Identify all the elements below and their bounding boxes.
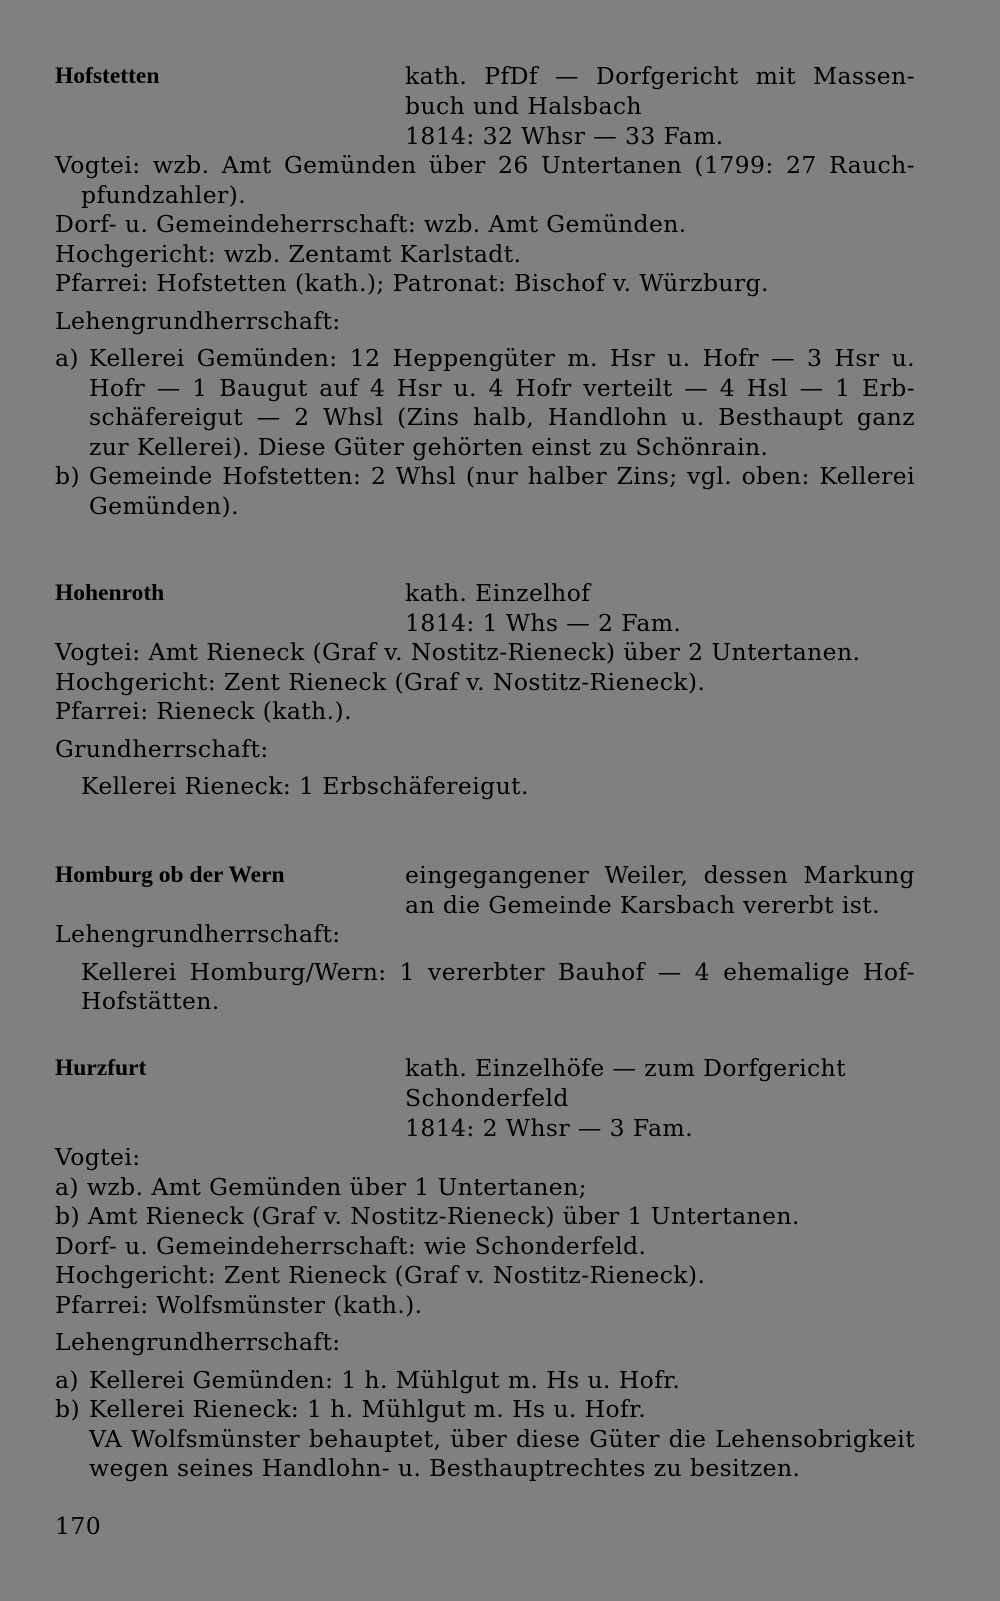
summary-line: 1814: 2 Whsr — 3 Fam.: [405, 1114, 693, 1142]
pfarrei-line: Pfarrei: Rieneck (kath.).: [55, 697, 352, 725]
summary-line: kath. PfDf — Dorfgericht mit Massen-: [405, 62, 915, 90]
place-summary: [405, 578, 915, 638]
grundherrschaft-title: Lehengrundherrschaft:: [55, 920, 341, 948]
vogtei-line: b) Amt Rieneck (Graf v. Nostitz-Rieneck) über 1 Untertanen.: [55, 1202, 800, 1230]
item-text: [89, 344, 915, 462]
item-text: [89, 462, 915, 521]
item-label: a): [55, 1365, 79, 1394]
item-label: b): [55, 1395, 81, 1423]
summary-line: 1814: 32 Whsr — 33 Fam.: [405, 122, 724, 150]
item-text: [89, 1366, 915, 1396]
entry-header: [55, 1053, 915, 1143]
vogtei-line: pfundzahler).: [81, 180, 247, 209]
item-line: VA Wolfsmünster behauptet, über diese Güter die Lehensobrigkeit: [89, 1424, 915, 1453]
entry-hurzfurt: [55, 1053, 915, 1484]
place-name: Hofstetten: [55, 63, 160, 89]
list-item: [55, 344, 915, 462]
grundherrschaft-title: Grundherrschaft:: [55, 734, 269, 763]
entry-header: [55, 860, 915, 920]
item-text: [89, 1395, 915, 1484]
place-summary: [405, 860, 915, 920]
summary-line: kath. Einzelhöfe — zum Dorfgericht: [405, 1054, 846, 1082]
pfarrei-line: Pfarrei: Wolfsmünster (kath.).: [55, 1290, 423, 1319]
grundherrschaft-title: Lehengrundherrschaft:: [55, 306, 341, 335]
vogtei-title: Vogtei:: [55, 1143, 141, 1171]
place-summary: [405, 1053, 915, 1143]
hochgericht-line: Hochgericht: Zent Rieneck (Graf v. Nostitz-Rieneck).: [55, 667, 706, 696]
entry-header: [55, 61, 915, 151]
item-line: Kellerei Gemünden: 1 h. Mühlgut m. Hs u. Hofr.: [89, 1365, 681, 1394]
item-line: Gemünden).: [89, 491, 239, 520]
entry-homburg: [55, 860, 915, 1017]
entry-hohenroth: [55, 578, 915, 802]
item-line: Kellerei Gemünden: 12 Heppengüter m. Hsr u. Hofr — 3 Hsr u.: [89, 344, 915, 372]
item-line: Hofr — 1 Baugut auf 4 Hsr u. 4 Hofr verteilt — 4 Hsl — 1 Erb-: [89, 373, 915, 402]
summary-line: an die Gemeinde Karsbach vererbt ist.: [405, 891, 880, 919]
summary-line: Schonderfeld: [405, 1084, 569, 1112]
pfarrei-line: Pfarrei: Hofstetten (kath.); Patronat: Bischof v. Würzburg.: [55, 269, 769, 297]
list-item: [55, 462, 915, 521]
page-number: 170: [55, 1512, 102, 1540]
item-line: zur Kellerei). Diese Güter gehörten einst zu Schönrain.: [89, 432, 769, 461]
list-item: [55, 1366, 915, 1396]
item-label: b): [55, 462, 81, 490]
summary-line: buch und Halsbach: [405, 92, 642, 120]
summary-line: 1814: 1 Whs — 2 Fam.: [405, 609, 682, 637]
hochgericht-line: Hochgericht: Zent Rieneck (Graf v. Nostitz-Rieneck).: [55, 1261, 706, 1289]
item-line: Kellerei Rieneck: 1 h. Mühlgut m. Hs u. Hofr.: [89, 1395, 647, 1423]
entry-header: [55, 578, 915, 638]
item-line: Gemeinde Hofstetten: 2 Whsl (nur halber Zins; vgl. oben: Kellerei: [89, 462, 915, 490]
text-line: Kellerei Homburg/Wern: 1 vererbter Bauhof — 4 ehemalige Hof-: [81, 957, 915, 986]
grundherrschaft-title: Lehengrundherrschaft:: [55, 1328, 341, 1356]
place-summary: [405, 61, 915, 151]
list-item: [55, 1395, 915, 1484]
place-name: Homburg ob der Wern: [55, 862, 285, 888]
text-line: Hofstätten.: [81, 987, 220, 1015]
item-label: a): [55, 344, 79, 372]
dorfherrschaft-line: Dorf- u. Gemeindeherrschaft: wzb. Amt Gemünden.: [55, 210, 687, 238]
vogtei-line: a) wzb. Amt Gemünden über 1 Untertanen;: [55, 1172, 587, 1201]
vogtei-line: Vogtei: wzb. Amt Gemünden über 26 Untertanen (1799: 27 Rauch-: [55, 151, 915, 179]
entry-hofstetten: [55, 61, 915, 521]
place-name: Hurzfurt: [55, 1055, 147, 1081]
grundherrschaft-text: Kellerei Rieneck: 1 Erbschäfereigut.: [81, 772, 529, 800]
vogtei-line: Vogtei: Amt Rieneck (Graf v. Nostitz-Rieneck) über 2 Untertanen.: [55, 638, 861, 666]
dorfherrschaft-line: Dorf- u. Gemeindeherrschaft: wie Schonderfeld.: [55, 1231, 647, 1260]
item-line: wegen seines Handlohn- u. Besthauptrechtes zu besitzen.: [89, 1454, 801, 1482]
place-name: Hohenroth: [55, 580, 165, 606]
item-line: schäfereigut — 2 Whsl (Zins halb, Handlohn u. Besthaupt ganz: [89, 403, 915, 431]
summary-line: eingegangener Weiler, dessen Markung: [405, 861, 915, 889]
grundherrschaft-text: [55, 958, 915, 1017]
summary-line: kath. Einzelhof: [405, 579, 591, 607]
hochgericht-line: Hochgericht: wzb. Zentamt Karlstadt.: [55, 239, 522, 268]
